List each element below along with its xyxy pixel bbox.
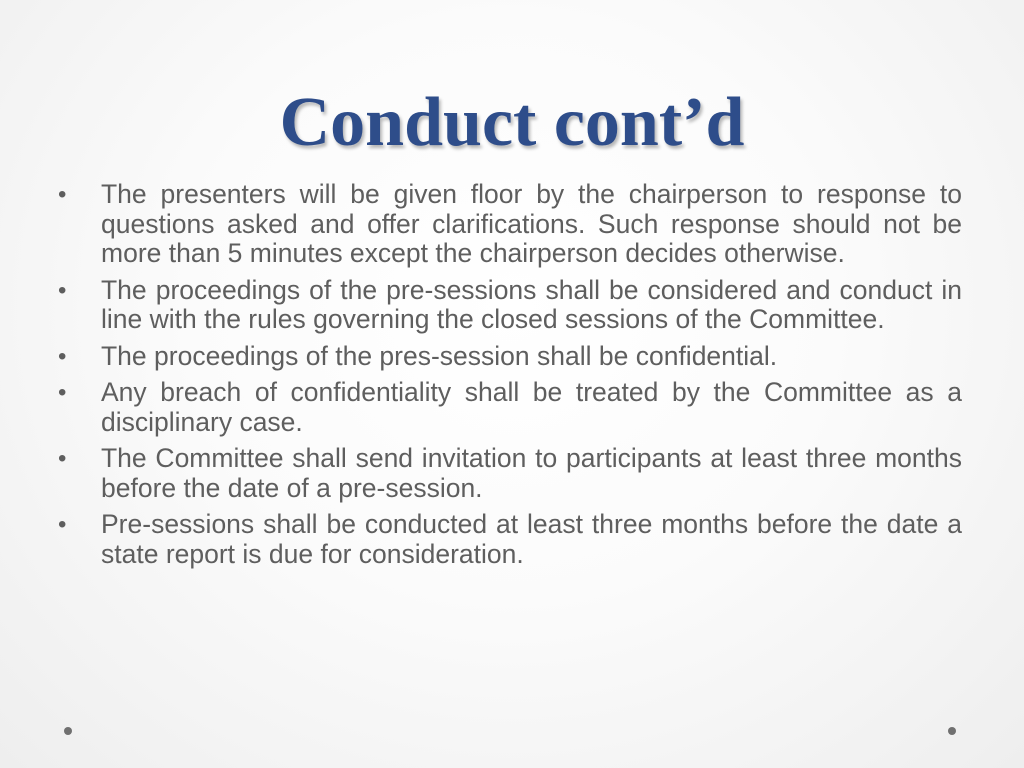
list-item bbox=[58, 378, 962, 437]
bullet-dot-icon: • bbox=[58, 181, 67, 208]
bullet-dot-icon: • bbox=[58, 511, 67, 538]
bullet-text: Pre-sessions shall be conducted at least three months before the date a state report is due for consideration. bbox=[101, 509, 962, 569]
corner-dot-icon bbox=[64, 727, 72, 735]
list-item bbox=[58, 276, 962, 335]
list-item bbox=[58, 342, 962, 372]
bullet-text: The presenters will be given floor by the chairperson to response to questions asked and offer clarifications. Such response should not be more than 5 minutes except the chairperson decides otherwise. bbox=[101, 179, 962, 268]
list-item bbox=[58, 180, 962, 269]
slide-title: Conduct cont’d bbox=[279, 84, 745, 161]
bullet-dot-icon: • bbox=[58, 276, 67, 304]
list-item bbox=[58, 444, 962, 503]
bullet-list bbox=[58, 180, 962, 576]
bullet-text: Any breach of confidentiality shall be treated by the Committee as a disciplinary case. bbox=[101, 377, 962, 437]
bullet-text: The proceedings of the pres-session shall be confidential. bbox=[101, 340, 778, 371]
bullet-dot-icon: • bbox=[58, 379, 67, 406]
corner-dot-icon bbox=[948, 727, 956, 735]
bullet-text: The proceedings of the pre-sessions shall be considered and conduct in line with the rules governing the closed sessions of the Committee. bbox=[101, 274, 962, 334]
bullet-dot-icon: • bbox=[58, 342, 67, 370]
list-item bbox=[58, 510, 962, 569]
bullet-text: The Committee shall send invitation to participants at least three months before the date of a pre-session. bbox=[101, 443, 962, 503]
bullet-dot-icon: • bbox=[58, 445, 67, 472]
